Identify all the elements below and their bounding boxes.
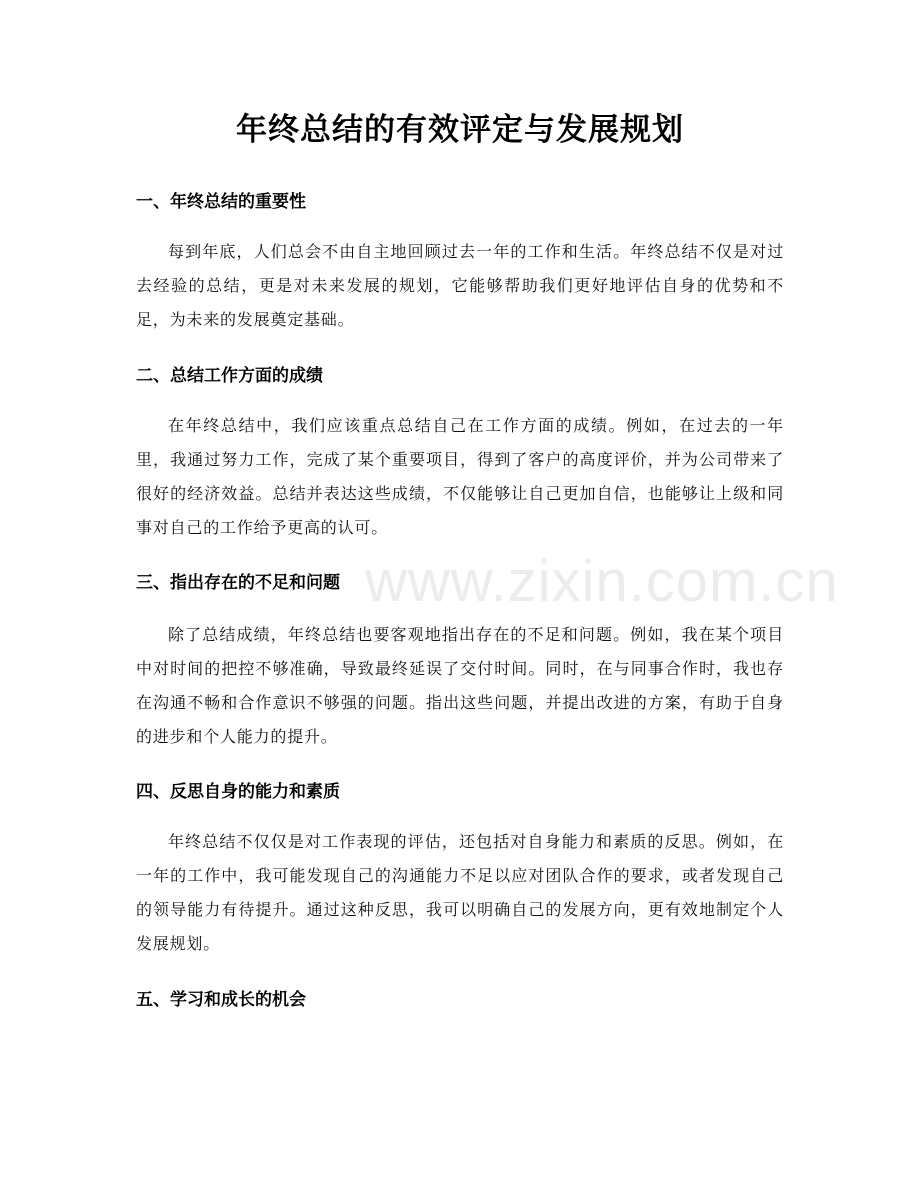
section-heading-4: 四、反思自身的能力和素质: [136, 782, 340, 802]
section-paragraph-2: 在年终总结中，我们应该重点总结自己在工作方面的成绩。例如，在过去的一年里，我通过努力工作，完成了某个重要项目，得到了客户的高度评价，并为公司带来了很好的经济效益。总结并表达这些成绩，不仅能够让自己更加自信，也能够让上级和同事对自己的工作给予更高的认可。: [136, 416, 784, 537]
document-title: 年终总结的有效评定与发展规划: [236, 112, 684, 148]
section-heading-5: 五、学习和成长的机会: [136, 990, 306, 1010]
section-paragraph-1: 每到年底，人们总会不由自主地回顾过去一年的工作和生活。年终总结不仅是对过去经验的总结，更是对未来发展的规划，它能够帮助我们更好地评估自身的优势和不足，为未来的发展奠定基础。: [136, 242, 784, 329]
section-heading-3: 三、指出存在的不足和问题: [136, 573, 340, 593]
section-paragraph-3: 除了总结成绩，年终总结也要客观地指出存在的不足和问题。例如，我在某个项目中对时间的把控不够准确，导致最终延误了交付时间。同时，在与同事合作时，我也存在沟通不畅和合作意识不够强的问题。指出这些问题，并提出改进的方案，有助于自身的进步和个人能力的提升。: [136, 625, 784, 746]
section-heading-1: 一、年终总结的重要性: [136, 192, 306, 212]
section-paragraph-4: 年终总结不仅仅是对工作表现的评估，还包括对自身能力和素质的反思。例如，在一年的工作中，我可能发现自己的沟通能力不足以应对团队合作的要求，或者发现自己的领导能力有待提升。通过这种反思，我可以明确自己的发展方向，更有效地制定个人发展规划。: [136, 832, 784, 953]
section-heading-2: 二、总结工作方面的成绩: [136, 366, 323, 386]
watermark: www.zixin.com.cn: [365, 549, 839, 614]
